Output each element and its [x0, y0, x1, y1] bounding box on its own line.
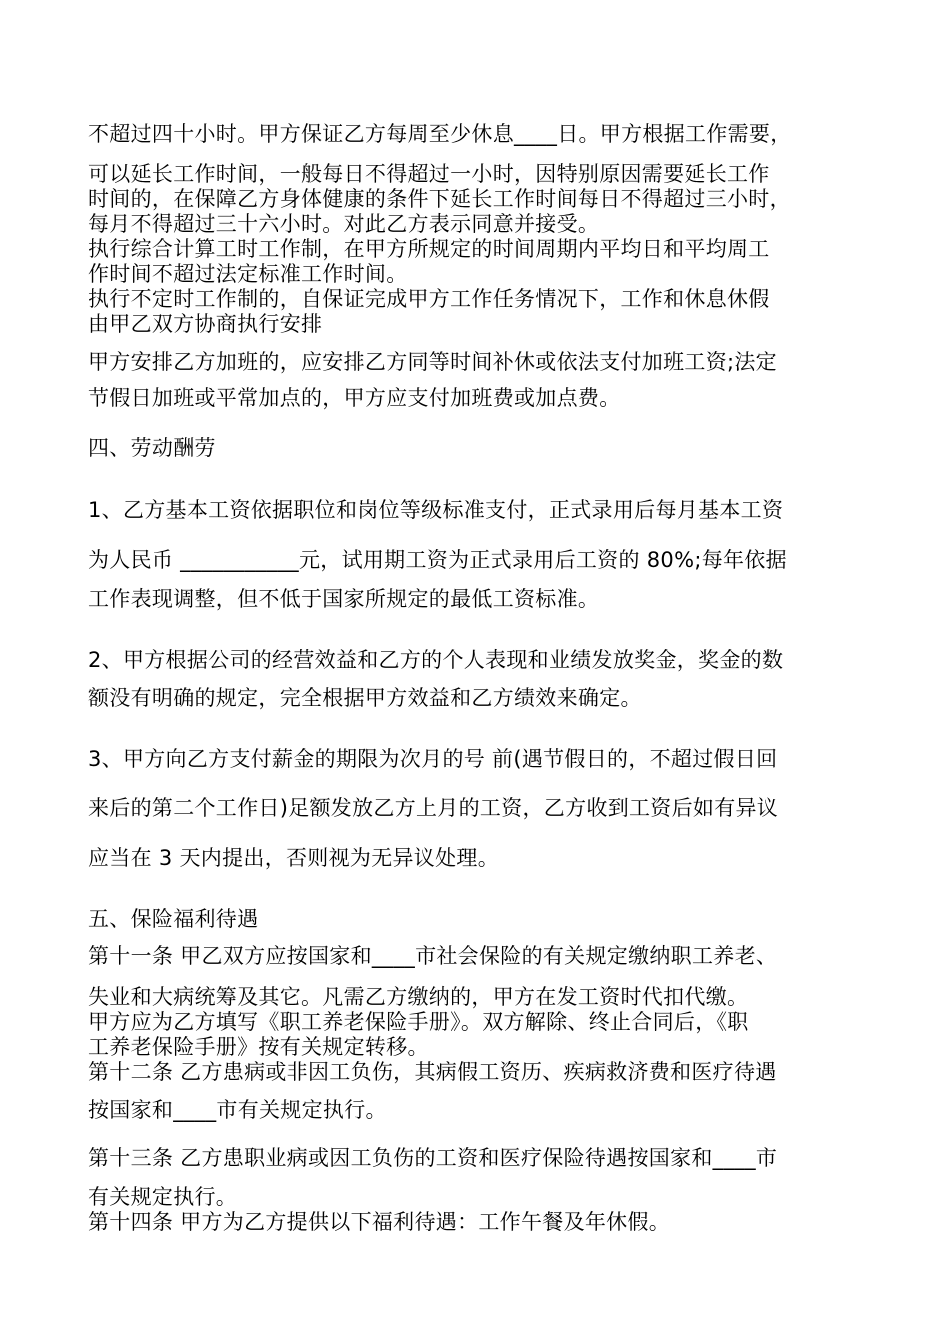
text-line: 按国家和____市有关规定执行。 — [88, 1098, 387, 1122]
text-line: 为人民币 ___________元，试用期工资为正式录用后工资的 80%;每年依据 — [88, 548, 787, 572]
text-line: 第十一条 甲乙双方应按国家和____市社会保险的有关规定缴纳职工养老、 — [88, 944, 778, 968]
text-line: 甲方应为乙方填写《职工养老保险手册》。双方解除、终止合同后，《职 — [88, 1010, 749, 1034]
text-line: 应当在 3 天内提出，否则视为无异议处理。 — [88, 846, 500, 870]
text-line: 时间的，在保障乙方身体健康的条件下延长工作时间每日不得超过三小时， — [88, 187, 791, 211]
text-line: 工作表现调整，但不低于国家所规定的最低工资标准。 — [88, 587, 600, 611]
text-line: 失业和大病统筹及其它。凡需乙方缴纳的，甲方在发工资时代扣代缴。 — [88, 985, 749, 1009]
text-line: 执行不定时工作制的，自保证完成甲方工作任务情况下，工作和休息休假 — [88, 287, 770, 311]
text-line: 1、乙方基本工资依据职位和岗位等级标准支付，正式录用后每月基本工资 — [88, 498, 784, 522]
text-line: 由甲乙双方协商执行安排 — [88, 312, 323, 336]
text-line: 不超过四十小时。甲方保证乙方每周至少休息____日。甲方根据工作需要， — [88, 122, 792, 146]
text-line: 有关规定执行。 — [88, 1185, 238, 1209]
section-heading: 五、保险福利待遇 — [88, 907, 259, 931]
text-line: 3、甲方向乙方支付薪金的期限为次月的号 前(遇节假日的，不超过假日回 — [88, 747, 778, 771]
section-heading: 四、劳动酬劳 — [88, 436, 216, 460]
text-line: 执行综合计算工时工作制，在甲方所规定的时间周期内平均日和平均周工 — [88, 237, 770, 261]
text-line: 工养老保险手册》按有关规定转移。 — [88, 1035, 429, 1059]
text-line: 来后的第二个工作日)足额发放乙方上月的工资，乙方收到工资后如有异议 — [88, 796, 779, 820]
text-line: 额没有明确的规定，完全根据甲方效益和乙方绩效来确定。 — [88, 686, 642, 710]
text-line: 甲方安排乙方加班的，应安排乙方同等时间补休或依法支付加班工资;法定 — [88, 350, 777, 374]
text-line: 可以延长工作时间，一般每日不得超过一小时，因特别原因需要延长工作 — [88, 162, 770, 186]
text-line: 2、甲方根据公司的经营效益和乙方的个人表现和业绩发放奖金，奖金的数 — [88, 648, 784, 672]
text-line: 第十二条 乙方患病或非因工负伤，其病假工资历、疾病救济费和医疗待遇 — [88, 1060, 777, 1084]
text-line: 节假日加班或平常加点的，甲方应支付加班费或加点费。 — [88, 386, 621, 410]
text-line: 作时间不超过法定标准工作时间。 — [88, 262, 408, 286]
text-line: 每月不得超过三十六小时。对此乙方表示同意并接受。 — [88, 212, 600, 236]
text-line: 第十四条 甲方为乙方提供以下福利待遇：工作午餐及年休假。 — [88, 1210, 671, 1234]
text-line: 第十三条 乙方患职业病或因工负伤的工资和医疗保险待遇按国家和____市 — [88, 1146, 778, 1170]
